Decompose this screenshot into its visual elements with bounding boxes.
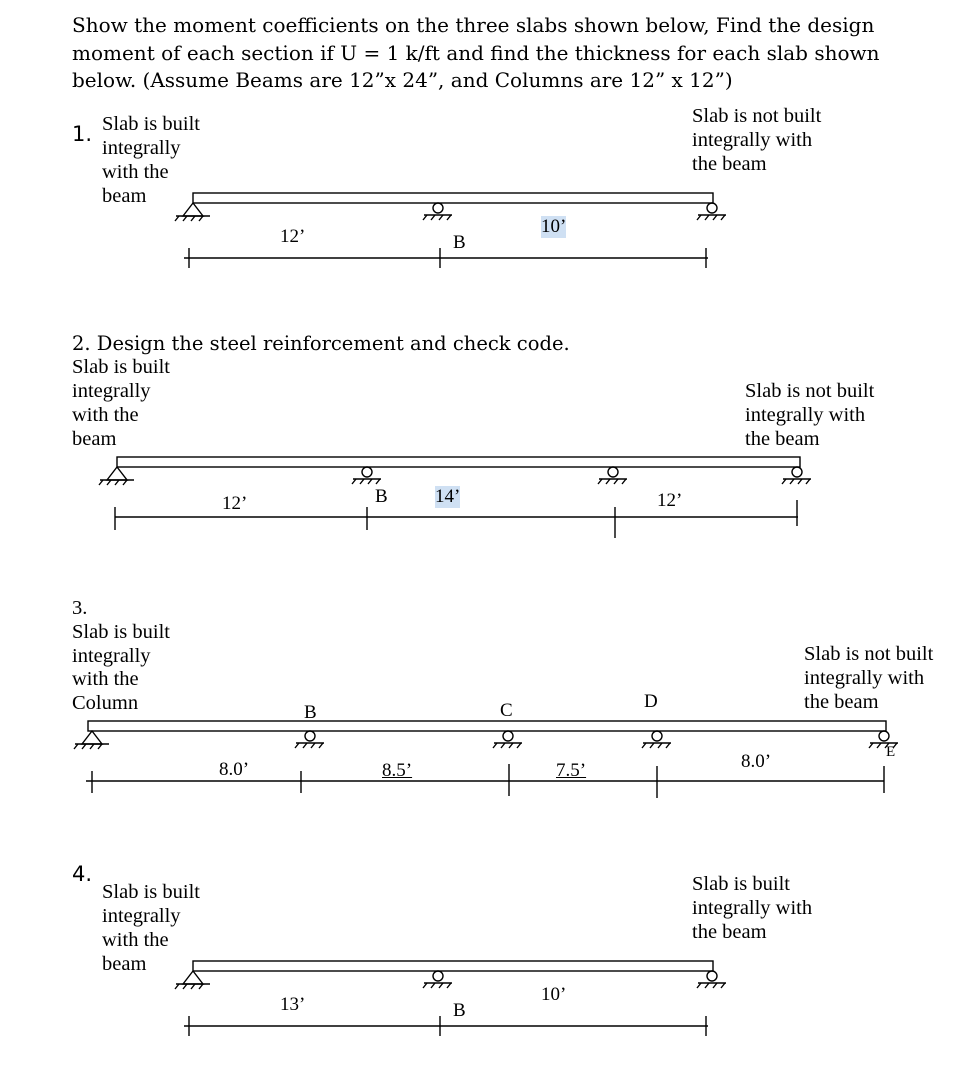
q1-left-note-2: integrally [102,137,181,159]
q3-span-2: 8.5’ [382,760,413,781]
q1-left-note-1: Slab is built [102,113,200,135]
q3-left-note-3: with the [72,668,139,690]
q4-left-note-4: beam [102,953,147,975]
q3-number: 3. [72,597,88,619]
q4-right-note-1: Slab is built [692,873,790,895]
q3-right-note-3: the beam [804,691,879,713]
q2-span-1: 12’ [222,493,248,514]
q2-left-note-2: integrally [72,380,151,402]
q2-dimension-ticks [115,500,797,538]
q1-left-note-3: with the [102,161,169,183]
q3-span-1: 8.0’ [219,759,250,780]
q3-left-note-2: integrally [72,645,151,667]
q2-left-note-4: beam [72,428,117,450]
problem-line-1: Show the moment coefficients on the three slabs shown below, Find the design [72,13,875,37]
q3-left-note-4: Column [72,692,139,714]
q4-right-note-2: integrally with [692,897,813,919]
q2-heading: 2. Design the steel reinforcement and check code. [72,332,570,355]
q1-support-c [697,203,726,220]
q3-slab [88,721,886,731]
q4-left-note-2: integrally [102,905,181,927]
q1-number: 1. [72,122,93,146]
q1-support-b-label: B [453,232,466,253]
q1-support-a [175,203,210,221]
q2-slab [117,457,800,467]
q4-support-a [175,971,210,989]
q3-left-note-1: Slab is built [72,621,170,643]
q1-left-note-4: beam [102,185,147,207]
q2-support-d [782,467,811,484]
q2-span-3: 12’ [657,490,683,511]
q4-beam-diagram [175,961,726,1036]
q3-support-e [869,731,898,748]
q1-span-2: 10’ [541,216,567,237]
q4-left-note-3: with the [102,929,169,951]
problem-line-2: moment of each section if U = 1 k/ft and find the thickness for each slab shown [72,40,880,65]
q4-right-note-3: the beam [692,921,767,943]
q1-slab [193,193,713,203]
q2-right-note-1: Slab is not built [745,380,875,402]
q3-support-d [642,731,671,748]
q1-support-b [423,203,452,220]
q4-support-b-label: B [453,1000,466,1021]
q2-support-a [99,467,134,485]
q1-beam-diagram [175,193,726,268]
q4-support-c [697,971,726,988]
q3-support-a [74,731,109,749]
q4-number: 4. [72,862,93,886]
q1-right-note-1: Slab is not built [692,105,822,127]
q2-beam-diagram [99,457,811,538]
q4-span-2: 10’ [541,984,567,1005]
q1-right-note-2: integrally with [692,129,813,151]
q3-support-b [295,731,324,748]
q2-left-note-1: Slab is built [72,356,170,378]
q3-span-3: 7.5’ [556,760,587,781]
q3-support-e-label: E [886,744,896,760]
q3-support-c [493,731,522,748]
q3-right-note-1: Slab is not built [804,643,934,665]
problem-line-3: below. (Assume Beams are 12”x 24”, and Columns are 12” x 12”) [72,68,733,92]
q4-left-note-1: Slab is built [102,881,200,903]
q4-span-1: 13’ [280,994,306,1015]
q2-support-b [352,467,381,484]
q2-right-note-3: the beam [745,428,820,450]
q3-support-d-label: D [644,691,658,712]
q3-support-b-label: B [304,702,317,723]
q3-support-c-label: C [500,700,513,721]
q2-span-2: 14’ [435,486,461,507]
q1-span-1: 12’ [280,226,306,247]
q2-support-b-label: B [375,486,388,507]
q2-left-note-3: with the [72,404,139,426]
q2-right-note-2: integrally with [745,404,866,426]
q3-beam-diagram [74,721,898,798]
q3-span-4: 8.0’ [741,751,772,772]
q1-right-note-3: the beam [692,153,767,175]
q4-slab [193,961,713,971]
q3-right-note-2: integrally with [804,667,925,689]
q4-support-b [423,971,452,988]
q2-support-c [598,467,627,484]
